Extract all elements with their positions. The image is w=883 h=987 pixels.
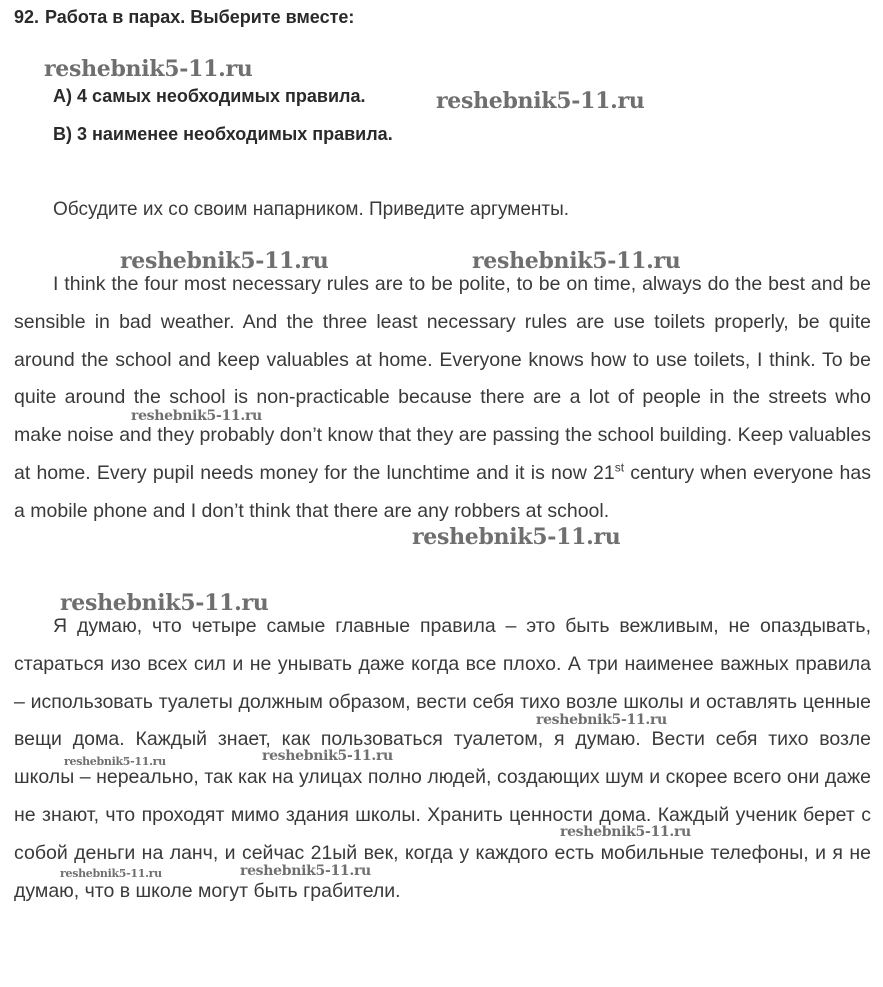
watermark: reshebnik5-11.ru: [240, 863, 371, 879]
watermark: reshebnik5-11.ru: [120, 248, 329, 274]
ordinal-suffix: st: [614, 460, 625, 475]
exercise-number: 92.: [14, 7, 40, 27]
option-b: B) 3 наименее необходимых правила.: [53, 124, 393, 144]
answer-english: [14, 266, 871, 531]
watermark: reshebnik5-11.ru: [44, 56, 253, 82]
watermark: reshebnik5-11.ru: [262, 748, 393, 764]
exercise-title: Работа в парах. Выберите вместе:: [45, 7, 355, 27]
option-a: А) 4 самых необходимых правила.: [53, 86, 366, 106]
exercise-heading: [14, 7, 354, 28]
watermark: reshebnik5-11.ru: [436, 88, 645, 114]
watermark: reshebnik5-11.ru: [472, 248, 681, 274]
watermark: reshebnik5-11.ru: [560, 824, 691, 840]
watermark: reshebnik5-11.ru: [536, 712, 667, 728]
answer-english-end: century when everyone has a mobile phone and I don’t think that there are any robbers at school.: [14, 461, 871, 522]
watermark: reshebnik5-11.ru: [412, 524, 621, 550]
watermark: reshebnik5-11.ru: [60, 867, 162, 880]
watermark: reshebnik5-11.ru: [64, 755, 166, 768]
answer-english-text: I think the four most necessary rules are to be polite, to be on time, always do the best and be sensible in bad weather. And the three least necessary rules are use toilets properly, be quite around the school and keep valuables at home. Everyone knows how to use toilets, I think. To be quite around the school is non-practicable because there are a lot of people in the streets who make noise and they probably don’t know that they are passing the school building. Keep valuables at home. Every pupil needs money for the lunchtime and it is now 21: [14, 273, 871, 484]
instruction-text: Обсудите их со своим напарником. Приведите аргументы.: [53, 199, 570, 220]
watermark: reshebnik5-11.ru: [131, 408, 262, 424]
answer-russian: Я думаю, что четыре самые главные правила – это быть вежливым, не опаздывать, стараться изо всех сил и не унывать даже когда все плохо. А три наименее важных правила – использовать туалеты должным образом, вести себя тихо возле школы и оставлять ценные вещи дома. Каждый знает, как пользоваться туалетом, я думаю. Вести себя тихо возле школы – нереально, так как на улицах полно людей, создающих шум и скорее всего они даже не знают, что проходят мимо здания школы. Хранить ценности дома. Каждый ученик берет с собой деньги на ланч, и сейчас 21ый век, когда у каждого есть мобильные телефоны, и я не думаю, что в школе могут быть грабители.: [14, 615, 871, 902]
watermark: reshebnik5-11.ru: [60, 590, 269, 616]
